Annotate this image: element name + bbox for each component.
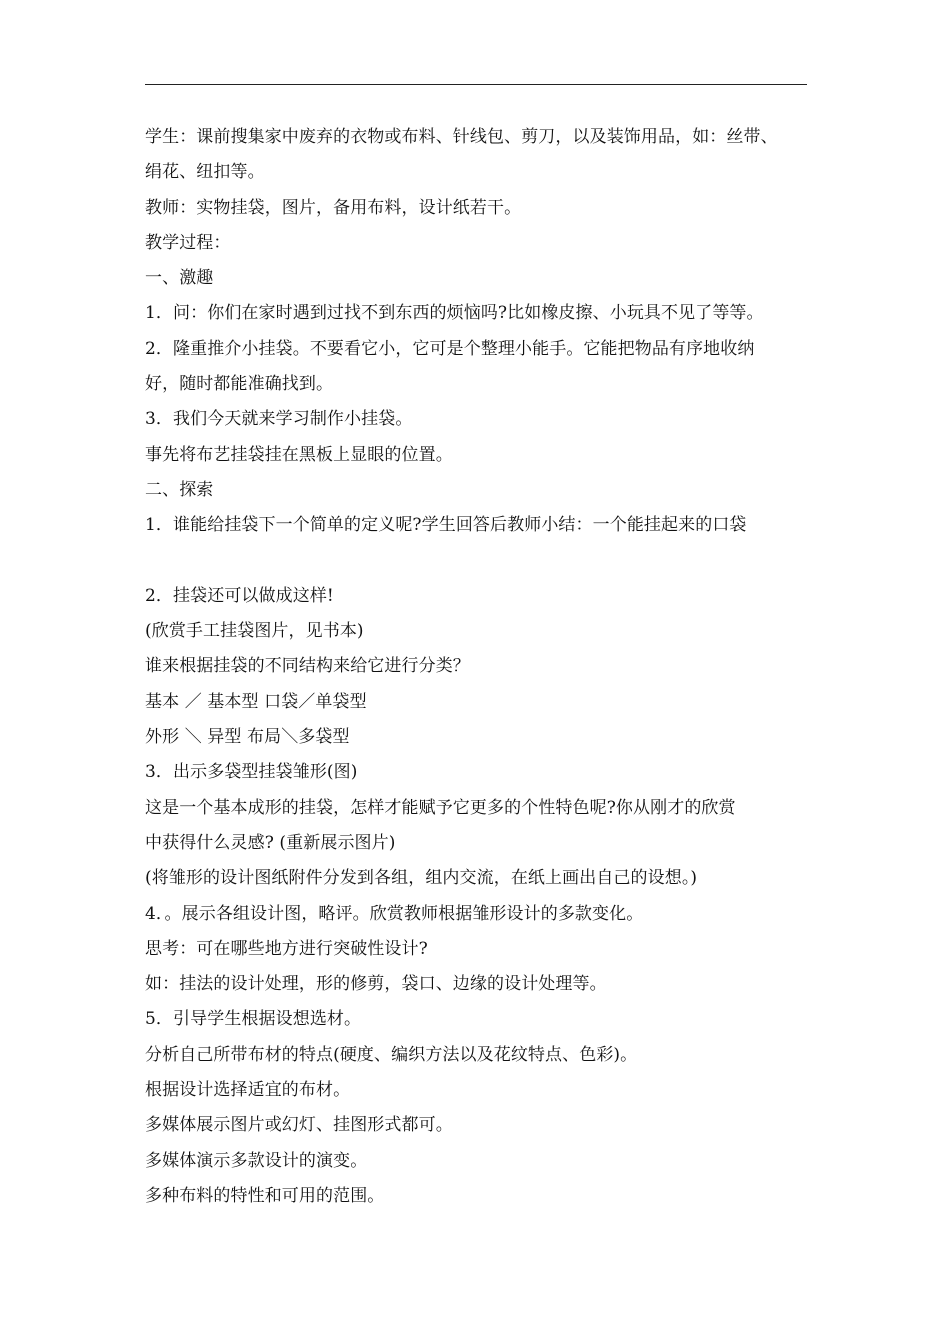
- text-line: 谁来根据挂袋的不同结构来给它进行分类？: [145, 656, 470, 677]
- text-line: 这是一个基本成形的挂袋，怎样才能赋予它更多的个性特色呢?你从刚才的欣赏: [145, 797, 736, 818]
- text-line: 4．。展示各组设计图，略评。欣赏教师根据雏形设计的多款变化。: [145, 903, 644, 924]
- text-line: 多媒体展示图片或幻灯、挂图形式都可。: [145, 1115, 453, 1136]
- text-line: 外形 ＼ 异型 布局＼多袋型: [145, 727, 350, 748]
- section-heading: 一、激趣: [145, 268, 214, 289]
- text-line: 3．我们今天就来学习制作小挂袋。: [145, 409, 413, 430]
- text-line: 教学过程：: [145, 232, 231, 253]
- blank-line: [145, 544, 810, 579]
- text-line: (将雏形的设计图纸附件分发到各组，组内交流，在纸上画出自己的设想。): [145, 868, 698, 889]
- text-line: 2．挂袋还可以做成这样!: [145, 585, 334, 606]
- text-line: 1．问：你们在家时遇到过找不到东西的烦恼吗?比如橡皮擦、小玩具不见了等等。: [145, 303, 764, 324]
- text-line: 教师：实物挂袋，图片，备用布料，设计纸若干。: [145, 197, 522, 218]
- text-line: 绢花、纽扣等。: [145, 162, 265, 183]
- text-line: 2．隆重推介小挂袋。不要看它小，它可是个整理小能手。它能把物品有序地收纳: [145, 338, 755, 359]
- document-body: [145, 120, 810, 1214]
- text-line: 1．谁能给挂袋下一个简单的定义呢?学生回答后教师小结：一个能挂起来的口袋: [145, 515, 747, 536]
- text-line: 3．出示多袋型挂袋雏形(图): [145, 762, 358, 783]
- text-line: 多种布料的特性和可用的范围。: [145, 1185, 385, 1206]
- text-line: 基本 ／ 基本型 口袋／单袋型: [145, 691, 367, 712]
- section-heading: 二、探索: [145, 479, 214, 500]
- text-line: 分析自己所带布材的特点(硬度、编织方法以及花纹特点、色彩)。: [145, 1044, 638, 1065]
- text-line: 如：挂法的设计处理，形的修剪，袋口、边缘的设计处理等。: [145, 974, 607, 995]
- text-line: 根据设计选择适宜的布材。: [145, 1080, 351, 1101]
- text-line: 好，随时都能准确找到。: [145, 374, 334, 395]
- header-rule: [145, 84, 807, 85]
- text-line: 事先将布艺挂袋挂在黑板上显眼的位置。: [145, 444, 453, 465]
- text-line: 思考：可在哪些地方进行突破性设计?: [145, 938, 428, 959]
- text-line: (欣赏手工挂袋图片，见书本): [145, 621, 364, 642]
- text-line: 5．引导学生根据设想选材。: [145, 1009, 362, 1030]
- text-line: 中获得什么灵感? (重新展示图片): [145, 832, 396, 853]
- text-line: 多媒体演示多款设计的演变。: [145, 1150, 368, 1171]
- text-line: 学生：课前搜集家中废弃的衣物或布料、针线包、剪刀，以及装饰用品，如：丝带、: [145, 127, 778, 147]
